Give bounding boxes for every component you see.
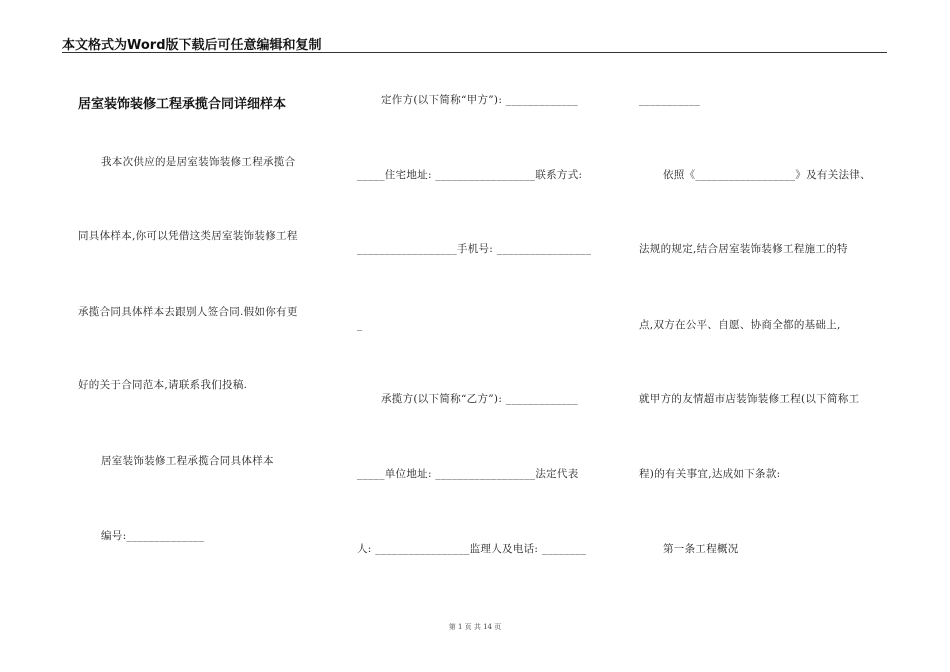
col3-line-2: 依照《__________________》及有关法律、 xyxy=(663,169,871,181)
document-title: 居室装饰装修工程承揽合同详细样本 xyxy=(78,97,287,112)
contract-number-field: 编号:______________ xyxy=(101,530,205,542)
col3-line-3: 法规的规定,结合居室装饰装修工程施工的特 xyxy=(639,243,848,255)
col3-line-6: 程)的有关事宜,达成如下条款: xyxy=(639,468,781,480)
section-heading: 第一条工程概况 xyxy=(663,543,739,555)
col2-line-3: __________________手机号: _________________ xyxy=(357,243,592,255)
col1-line-1: 我本次供应的是居室装饰装修工程承揽合 xyxy=(101,156,296,168)
col2-line-1: 定作方(以下简称“甲方”): _____________ xyxy=(381,94,578,106)
header-divider xyxy=(62,52,887,53)
col1-line-5: 居室装饰装修工程承揽合同具体样本 xyxy=(101,455,274,467)
col3-line-5: 就甲方的友情超市店装饰装修工程(以下简称工 xyxy=(639,393,860,405)
col2-line-4: _ xyxy=(357,319,363,331)
col1-line-4: 好的关于合同范本,请联系我们投稿. xyxy=(78,379,248,391)
col1-line-3: 承揽合同具体样本去跟别人签合同.假如你有更 xyxy=(78,306,298,318)
col1-line-2: 同具体样本,你可以凭借这类居室装饰装修工程 xyxy=(78,230,298,242)
col3-line-1: ___________ xyxy=(639,94,701,106)
col2-line-6: _____单位地址: __________________法定代表 xyxy=(357,468,579,480)
col2-line-7: 人: _________________监理人及电话: ________ xyxy=(357,543,587,555)
col2-line-5: 承揽方(以下简称“乙方”): _____________ xyxy=(381,393,578,405)
col2-line-2: _____住宅地址: __________________联系方式: xyxy=(357,169,583,181)
document-header: 本文格式为Word版下载后可任意编辑和复制 xyxy=(62,38,322,53)
page-number: 第 1 页 共 14 页 xyxy=(448,623,502,631)
col3-line-4: 点,双方在公平、自愿、协商全都的基础上, xyxy=(639,319,841,331)
